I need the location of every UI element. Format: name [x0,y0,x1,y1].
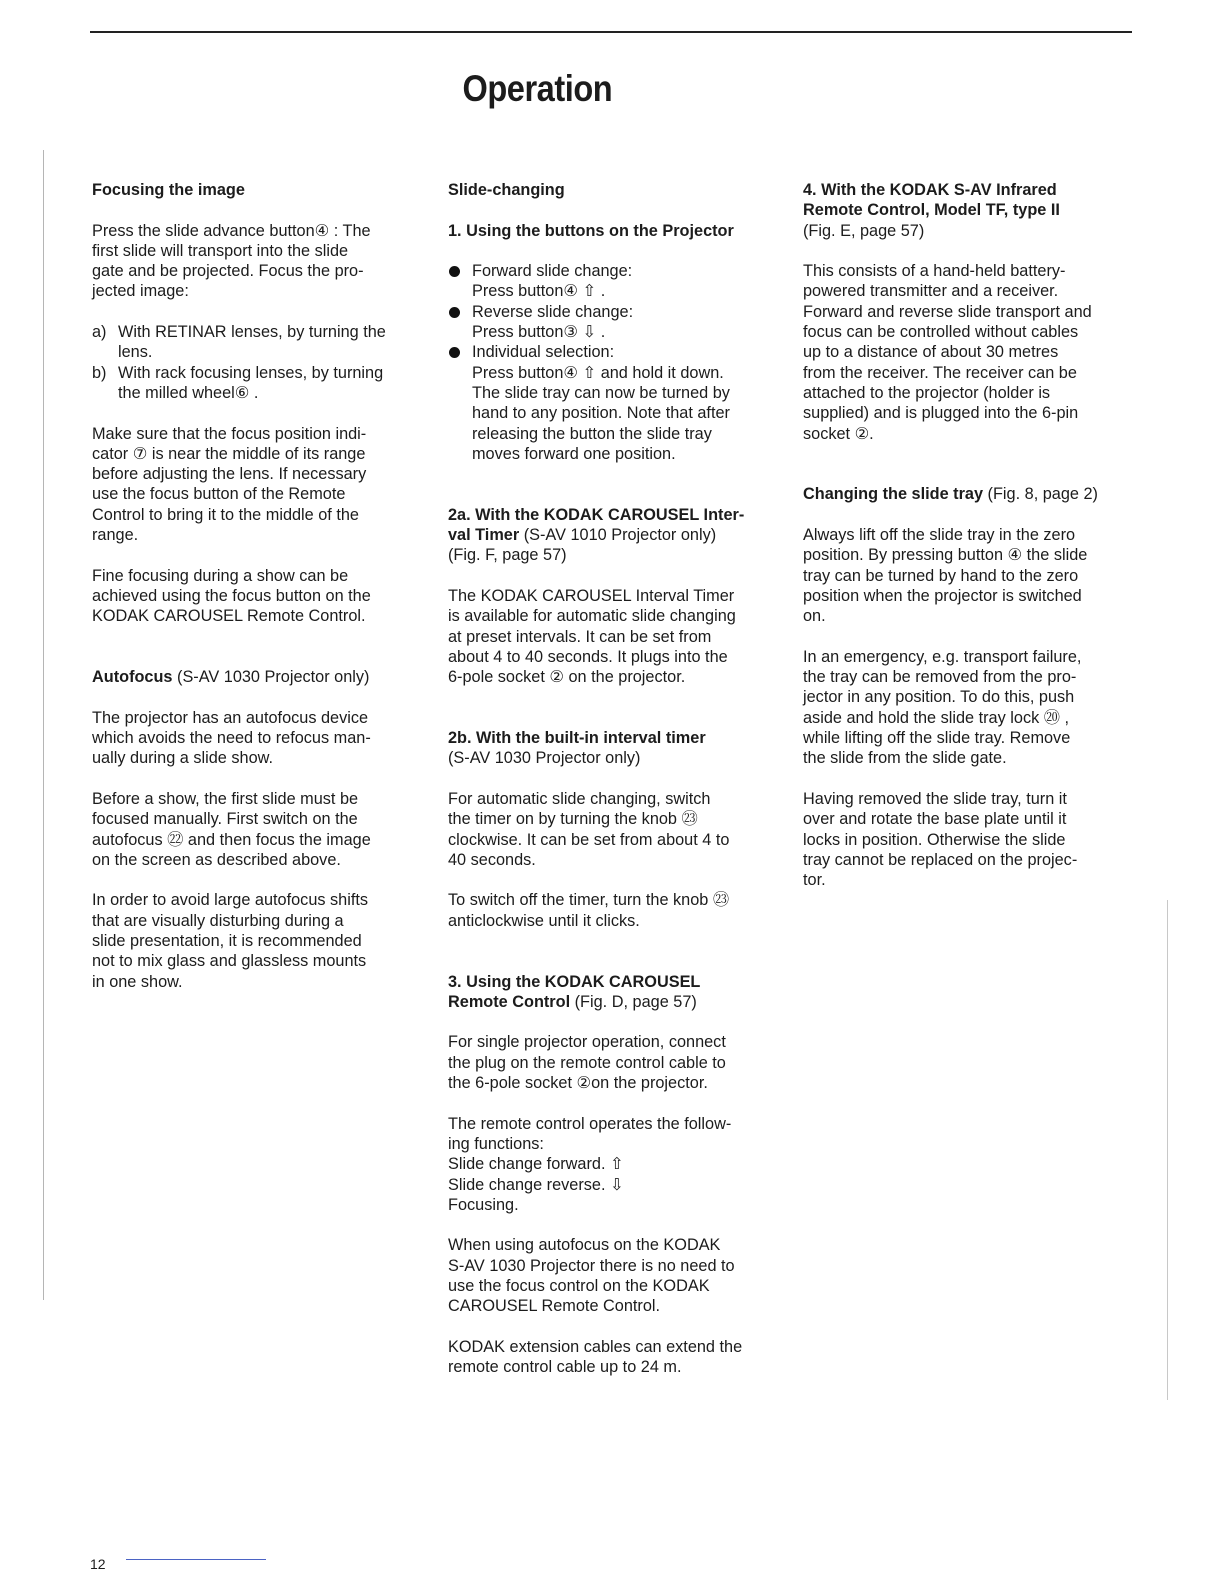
list-text: With RETINAR lenses, by turning the lens. [118,323,386,362]
top-rule [90,31,1132,33]
heading-suffix: (Fig. 8, page 2) [983,485,1098,504]
footer-rule [126,1559,266,1560]
heading-text: 3. Using the KODAK CAROUSEL Remote Control [448,972,701,1011]
button-list [448,261,783,464]
column-1 [92,180,427,1012]
heading-interval-timer [448,505,783,566]
paragraph: In order to avoid large autofocus shifts that are visually disturbing during a slide presentation, it is recommended not to mix glass and glassless mounts in one show. [92,891,369,991]
bullet-item: Reverse slide change: Press button③ ⇩ . [448,302,783,343]
page-title: Operation [462,67,613,109]
heading-text: Changing the slide tray [803,485,984,504]
heading-text: 2b. With the built-in interval timer [448,729,706,748]
scan-margin-line-right [1167,900,1168,1400]
bullet-item: Forward slide change: Press button④ ⇧ . [448,261,783,302]
heading-slide-changing: Slide-changing [448,181,565,199]
paragraph: The remote control operates the follow- ing functions: Slide change forward. ⇧ Slide change reverse. ⇩ Focusing. [448,1114,732,1214]
heading-text: Autofocus [92,668,173,687]
heading-focusing: Focusing the image [92,181,245,199]
heading-text: 4. With the KODAK S-AV Infrared Remote Control, Model TF, type II [803,181,1060,220]
paragraph: In an emergency, e.g. transport failure, the tray can be removed from the pro- jector in any position. To do this, push aside and hold the slide tray lock ⑳ , while lifting off the slide tray. Remove the slide from the slide gate. [803,647,1082,768]
heading-suffix: (S-AV 1030 Projector only) [448,749,641,768]
heading-projector-buttons: 1. Using the buttons on the Projector [448,221,734,240]
heading-suffix: (S-AV 1010 Projector only) (Fig. F, page 57) [448,526,717,565]
heading-changing-tray [803,484,1138,504]
paragraph: This consists of a hand-held battery- powered transmitter and a receiver. Forward and reverse slide transport and focus can be controlled without cables up to a distance of about 30 metres from the receiver. The receiver can be attached to the projector (holder is supplied) and is plugged into the 6-pin socket ②. [803,262,1092,443]
heading-infrared-remote [803,180,1138,241]
paragraph: KODAK extension cables can extend the remote control cable up to 24 m. [448,1337,743,1377]
column-3 [803,180,1138,911]
list-text: With rack focusing lenses, by turning the milled wheel⑥ . [118,363,384,402]
paragraph: The KODAK CAROUSEL Interval Timer is available for automatic slide changing at preset intervals. It can be set from about 4 to 40 seconds. It plugs into the 6-pole socket ② on the projector. [448,586,736,687]
paragraph: Before a show, the first slide must be focused manually. First switch on the autofocus ㉒ and then focus the image on the screen as described above. [92,789,371,869]
paragraph: Fine focusing during a show can be achieved using the focus button on the KODAK CAROUSEL Remote Control. [92,566,371,626]
heading-remote-control [448,972,783,1013]
heading-autofocus [92,667,427,687]
heading-text: 2a. With the KODAK CAROUSEL Inter- val Timer [448,505,745,545]
heading-suffix: (Fig. E, page 57) [803,221,925,240]
paragraph: Press the slide advance button④ : The first slide will transport into the slide gate and be projected. Focus the pro- jected image: [92,221,371,301]
list-marker: b) [92,363,107,382]
paragraph: Having removed the slide tray, turn it over and rotate the base plate until it locks in position. Otherwise the slide tray cannot be replaced on the projec- tor. [803,789,1078,890]
paragraph: Make sure that the focus position indi- cator ⑦ is near the middle of its range before adjusting the lens. If necessary use the focus button of the Remote Control to bring it to the middle of the range. [92,424,367,545]
list-item [92,363,427,404]
scan-margin-line [43,150,44,1300]
list-item [92,322,427,363]
heading-builtin-timer [448,728,783,769]
paragraph: The projector has an autofocus device which avoids the need to refocus man- ually during a slide show. [92,708,371,768]
paragraph: For automatic slide changing, switch the timer on by turning the knob ㉓ clockwise. It can be set from about 4 to 40 seconds. [448,789,730,869]
heading-suffix: (S-AV 1030 Projector only) [172,668,370,687]
list-marker: a) [92,323,107,342]
paragraph: When using autofocus on the KODAK S-AV 1030 Projector there is no need to use the focus control on the KODAK CAROUSEL Remote Control. [448,1236,735,1316]
column-2 [448,180,783,1398]
lens-list [92,322,427,403]
paragraph: To switch off the timer, turn the knob ㉓ anticlockwise until it clicks. [448,891,730,930]
page-number: 12 [90,1556,106,1572]
paragraph: Always lift off the slide tray in the zero position. By pressing button ④ the slide tray can be turned by hand to the zero position when the projector is switched on. [803,526,1088,626]
paragraph: For single projector operation, connect the plug on the remote control cable to the 6-pole socket ②on the projector. [448,1033,726,1093]
bullet-item: Individual selection: Press button④ ⇧ and hold it down. The slide tray can now be turned by hand to any position. Note that after releasing the button the slide tray moves forward one position. [448,342,783,464]
heading-suffix: (Fig. D, page 57) [570,992,697,1011]
